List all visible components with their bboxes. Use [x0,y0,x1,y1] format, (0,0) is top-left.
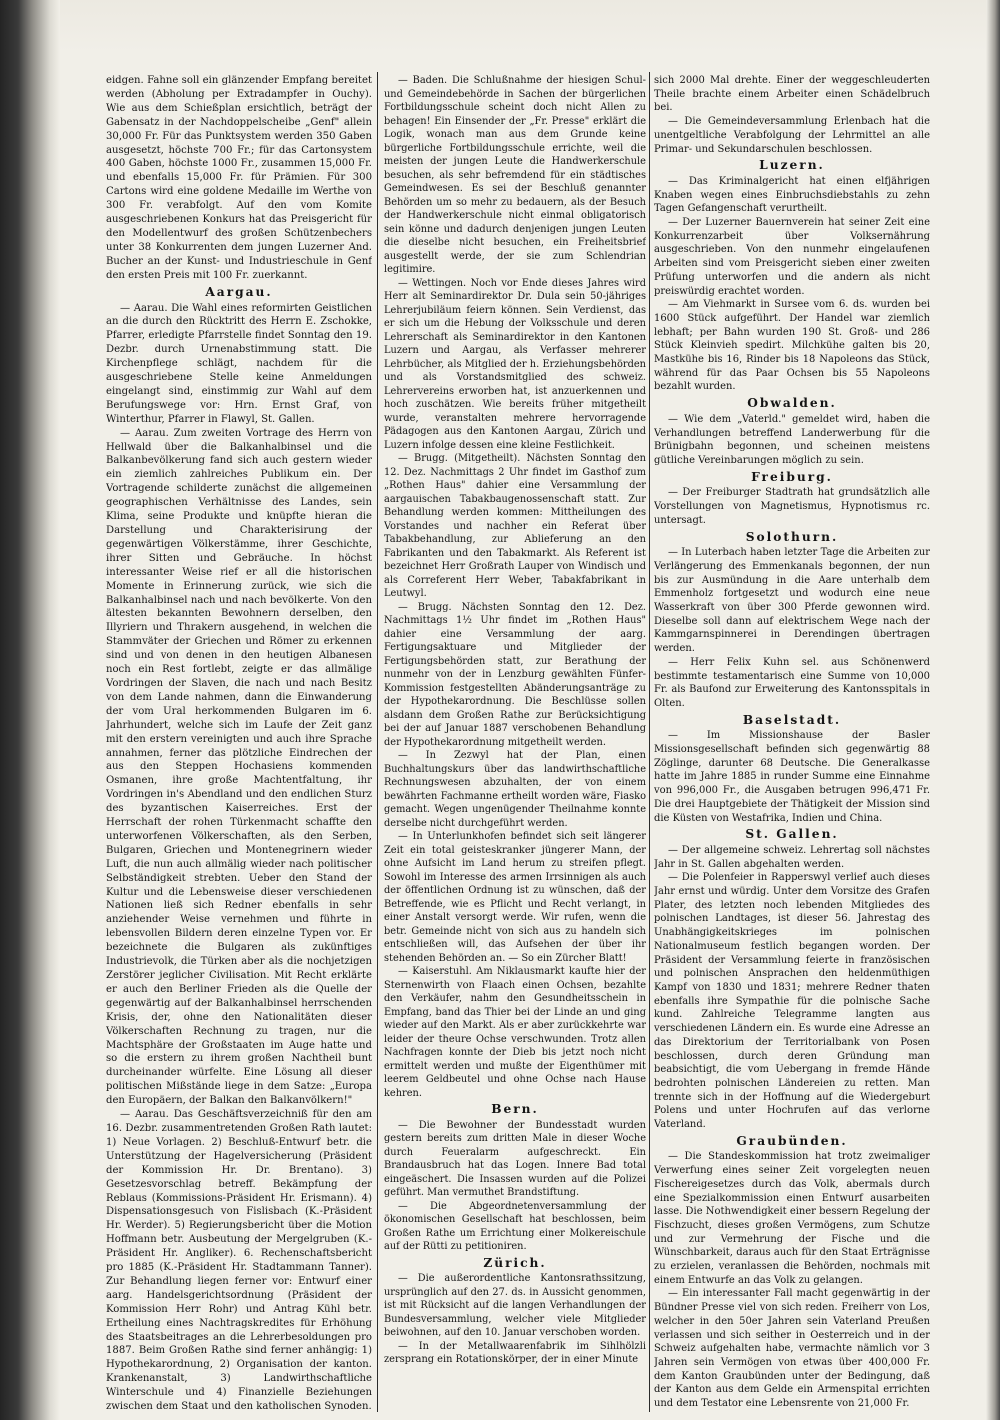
article-paragraph: — Der allgemeine schweiz. Lehrertag soll nächstes Jahr in St. Gallen abgehalten werden. [654,844,930,870]
article-paragraph: — Wettingen. Noch vor Ende dieses Jahres wird Herr alt Seminardirektor Dr. Dula sein 50-jähriges Lehrerjubiläum feiern können. Sein Verdienst, das er sich um die Hebung der Volksschule und deren Lehrerschaft als Seminardirektor in den Kantonen Luzern und Aargau, als Verfasser mehrerer Lehrbücher, als Mitglied der h. Erziehungsbehörden und als Vorstandsmitglied des schweiz. Lehrervereins erworben hat, ist anzuerkennen und hoch zuschätzen. Wie bereits früher mitgetheilt wurde, veranstalten mehrere hervorragende Pädagogen aus den Kantonen Aargau, Zürich und Luzern infolge dessen eine kleine Festlichkeit. [384,277,646,451]
section-heading: St. Gallen. [745,827,839,842]
section-heading: Graubünden. [736,1133,848,1148]
page-right-edge [986,0,1000,1420]
section-heading: Freiburg. [751,469,833,484]
article-paragraph: — In Luterbach haben letzter Tage die Arbeiten zur Verlängerung des Emmenkanals begonnen, der nun bis zur Ausmündung in die Aare unterhalb dem Emmenholz fortgesetzt und wodurch eine neue Wasserkraft von über 300 Pferde gewonnen wird. Dieselbe soll dann auf elektrischem Wege nach der Kammgarnspinnerei in Derendingen übertragen werden. [654,547,930,655]
column-right [654,74,930,1414]
section-heading: Aargau. [205,284,273,299]
article-paragraph: — Ein interessanter Fall macht gegenwärtig in der Bündner Presse viel von sich reden. Freiherr von Los, welcher in den 50er Jahren sein Vaterland Preußen verlassen und sich seither in Oesterreich und in der Schweiz aufgehalten habe, vermachte nämlich vor 3 Jahren sein Vermögen von etwas über 400,000 Fr. dem Kanton Graubünden unter der Bedingung, daß der Kanton aus dem Gelde ein Armenspital errichten und dem Testator eine Lebensrente von 21,000 Fr. [654,1288,930,1410]
article-paragraph: — Der Freiburger Stadtrath hat grundsätzlich alle Vorstellungen von Magnetismus, Hypnotismus rc. untersagt. [654,487,930,526]
section-heading: Bern. [491,1102,539,1116]
section-heading: Obwalden. [747,396,837,411]
article-paragraph: — Im Missionshause der Basler Missionsgesellschaft befinden sich gegenwärtig 88 Zöglinge, darunter 68 Deutsche. Die Generalkasse hatte im Jahre 1885 in runder Summe eine Einnahme von 996,000 Fr., die Ausgaben betrugen 996,471 Fr. Die drei Hauptgebiete der Thätigkeit der Mission sind die Küsten von Westafrika, Indien und China. [654,730,930,824]
article-paragraph: — Die Polenfeier in Rapperswyl verlief auch dieses Jahr ernst und würdig. Unter dem Vorsitze des Grafen Plater, des letzten noch lebenden Mitgliedes des polnischen Landtages, ist dieser 56. Jahrestag des Unabhängigkeitskrieges im polnischen Nationalmuseum festlich begangen worden. Der Präsident der Versammlung feierte in französischen und polnischen Ansprachen den heldenmüthigen Kampf von 1830 und 1831; mehrere Redner thaten ebenfalls ihre Sympathie für die polnische Sache kund. Zahlreiche Telegramme langten aus verschiedenen Ländern ein. Es wurde eine Adresse an das Direktorium der Territorialbank von Posen beschlossen, durch deren Gründung man beabsichtigt, die vom Uebergang in fremde Hände bedrohten polnischen Ländereien zu retten. Man trennte sich in der Hoffnung auf die Wiedergeburt Polens und unter Hochrufen auf das verlorne Vaterland. [654,872,930,1131]
column-rule-right [649,72,650,1412]
article-paragraph: — Brugg. (Mitgetheilt). Nächsten Sonntag den 12. Dez. Nachmittags 2 Uhr findet im Gasthof zum „Rothen Haus" dahier eine Versammlung der aargauischen Tabakbaugenossenschaft statt. Zur Behandlung werden kommen: Mittheilungen des Vorstandes und nachher ein Referat über Tabakbehandlung, zur Ablieferung an den Fabrikanten und den Tabakmarkt. Als Referent ist bezeichnet Herr Großrath Lauper von Windisch und als Correferent Herr Weber, Tabakfabrikant in Leutwyl. [384,453,646,599]
article-paragraph: — Aarau. Die Wahl eines reformirten Geistlichen an die durch den Rücktritt des Herrn E. Zschokke, Pfarrer, erledigte Pfarrstelle findet Sonntag den 19. Dezbr. durch Urnenabstimmung statt. Die Kirchenpflege schlägt, nachdem für die ausgeschriebene Stelle keine Anmeldungen eingelangt sind, einstimmig zur Wahl auf dem Berufungswege vor: Hrn. Ernst Graf, von Winterthur, Pfarrer in Flawyl, St. Gallen. [106,302,372,425]
article-paragraph: — Wie dem „Vaterld." gemeldet wird, haben die Verhandlungen betreffend Landerwerbung für die Brünigbahn begonnen, und scheinen meistens gütliche Vereinbarungen möglich zu sein. [654,413,930,466]
article-paragraph: — Die außerordentliche Kantonsrathssitzung, ursprünglich auf den 27. ds. in Aussicht genommen, ist mit Rücksicht auf die langen Verhandlungen der Bundesversammlung, welcher viele Mitglieder beiwohnen, auf den 10. Januar verschoben worden. [384,1273,646,1338]
article-paragraph: — Kaiserstuhl. Am Niklausmarkt kaufte hier der Sternenwirth von Flaach einen Ochsen, bezahlte den Verkäufer, nahm den Gesundheitsschein in Empfang, band das Thier bei der Linde an und ging wieder auf den Markt. Als er aber zurückkehrte war leider der theure Ochse verschwunden. Trotz allen Nachfragen konnte der Dieb bis jetzt noch nicht ermittelt werden und mußte der Eigenthümer mit leerem Geldbeutel und ohne Ochse nach Hause kehren. [384,966,646,1099]
article-paragraph: — Aarau. Das Geschäftsverzeichniß für den am 16. Dezbr. zusammentretenden Großen Rath lautet: 1) Neue Vorlagen. 2) Beschluß-Entwurf betr. die Unterstützung der Hagelversicherung (Präsident der Kommission Hr. Dr. Brentano). 3) Gesetzesvorschlag betreff. Bekämpfung der Reblaus (Kommissions-Präsident Hr. Erismann). 4) Dispensationsgesuch von Fislisbach (K.-Präsident Hr. Werder). 5) Regierungsbericht über die Motion Hoffmann betr. Ausbeutung der Mergelgruben (K.-Präsident Hr. Angliker). 6. Rechenschaftsbericht pro 1885 (K.-Präsident Hr. Stadtammann Tanner). Zur Behandlung liegen ferner vor: Entwurf einer aarg. Handelsgerichtsordnung (Präsident der Kommission Herr Rohr) und Antrag Kühl betr. Ertheilung eines Nachtragskredites für Erhöhung des Staatsbeitrages an die Lehrerbesoldungen pro 1887. Beim Großen Rathe sind ferner anhängig: 1) Hypothekarordnung, 2) Organisation der kanton. Krankenanstalt, 3) Landwirthschaftliche Winterschule und 4) Finanzielle Beziehungen zwischen dem Staat und den katholischen Synoden. [106,1109,372,1413]
article-paragraph: eidgen. Fahne soll ein glänzender Empfang bereitet werden (Abholung per Extradampfer in Ouchy). Wie aus dem Schießplan ersichtlich, beträgt der Gabensatz in der Nachdoppelscheibe „Genf" allein 30,000 Fr. Für das Punktsystem werden 350 Gaben ausgesetzt, höchste 700 Fr.; für das Cartonsystem 400 Gaben, höchste 1000 Fr., zusammen 15,000 Fr. und ebenfalls 15,000 Fr. für Prämien. Für 300 Cartons wird eine goldene Medaille im Werthe von 300 Fr. verabfolgt. Auf den vom Komite ausgeschriebenen Konkurs hat das Preisgericht für den Modellentwurf des großen Schützenbechers unter 38 Konkurrenten dem jungen Luzerner And. Bucher an der Kunst- und Industrieschule in Genf den ersten Preis mit 100 Fr. zuerkannt. [106,75,372,281]
article-paragraph: — Am Viehmarkt in Sursee vom 6. ds. wurden bei 1600 Stück aufgeführt. Der Handel war ziemlich lebhaft; per Bahn wurden 190 St. Groß- und 286 Stück Kleinvieh spedirt. Milchkühe galten bis 20, Mastkühe bis 16, Rinder bis 18 Napoleons das Stück, während für das Paar Ochsen bis 55 Napoleons bezahlt wurden. [654,299,930,393]
section-heading: Zürich. [483,1255,547,1270]
article-paragraph: — Das Kriminalgericht hat einen elfjährigen Knaben wegen eines Einbruchsdiebstahls zu zehn Tagen Gefangenschaft verurtheilt. [654,175,930,215]
section-heading: Baselstadt. [742,712,842,727]
page-binding-shadow [0,0,60,1420]
column-middle [384,74,646,1414]
article-paragraph: — In Zezwyl hat der Plan, einen Buchhaltungskurs über das landwirthschaftliche Rechnungswesen abzuhalten, der von einem bewährten Fachmanne ertheilt worden wäre, Fiasko gemacht. Wegen ungenügender Theilnahme konnte derselbe nicht durchgeführt werden. [384,750,646,829]
article-paragraph: — Aarau. Zum zweiten Vortrage des Herrn von Hellwald über die Balkanhalbinsel und die Balkanbevölkerung fand sich auch gestern wieder ein ziemlich zahlreiches Publikum ein. Der Vortragende schilderte zunächst die allgemeinen geographischen Verhältnisse des Landes, sein Klima, seine Produkte und knüpfte hieran die Darstellung und Charakterisirung der gegenwärtigen Völkerstämme, ihrer Geschichte, ihrer Sitten und Gebräuche. In höchst interessanter Weise rief er all die historischen Momente in Erinnerung zurück, wie sich die Balkanhalbinsel nach und nach bevölkerte. Von den ältesten bekannten Bewohnern derselben, den Illyriern und Thrakern ausgehend, in welchen die Stammväter der Griechen und Römer zu erkennen sind und von denen in den heutigen Albanesen noch ein Rest fortlebt, zeigte er das allmälige Vordringen der Slaven, die nach und nach Besitz von dem Lande nahmen, dann die Einwanderung der vom Ural herkommenden Bulgaren im 6. Jahrhundert, welche sich im Laufe der Zeit ganz mit den erstern vereinigten und auch ihre Sprache annahmen, ferner das plötzliche Eindrechen der aus den Steppen Hochasiens kommenden Osmanen, ihre große Machtentfaltung, ihr Vordringen in's Abendland und den endlichen Sturz des byzantischen Kaiserreiches. Erst der Herrschaft der rohen Türkenmacht schaffte den unterworfenen Völkerschaften, als den Serben, Bulgaren, Griechen und Montenegrinern wieder Luft, die nun auch allmälig wieder nach politischer Selbständigkeit strebten. Ueber den Stand der Kultur und die Lebensweise dieser verschiedenen Nationen ließ sich Redner ebenfalls in sehr anziehender Weise vernehmen und führte in lebensvollen Bildern deren einzelne Typen vor. Er bezeichnete die Bulgaren als zukünftiges Industrievolk, die Türken aber als die nochjetzigen Zerstörer jeglicher Civilisation. Mit Recht erklärte er auch den Berliner Frieden als die Quelle der gegenwärtig auf der Balkanhalbinsel herrschenden Krisis, der, ohne den Nationalitäten dieser Völkerschaften Rechnung zu tragen, nur die Machtsphäre der Großstaaten im Auge hatte und so die erstern zu ihrem großen Nachtheil bunt durcheinander würfelte. Eine Lösung all dieser politischen Mißstände liege in dem Satze: „Europa den Europäern, der Balkan den Balkanvölkern!" [106,427,372,1107]
article-paragraph: sich 2000 Mal drehte. Einer der weggeschleuderten Theile brachte einem Arbeiter einen Schädelbruch bei. [654,75,930,114]
article-paragraph: — Baden. Die Schlußnahme der hiesigen Schul- und Gemeindebehörde in Sachen der bürgerlichen Fortbildungsschule scheint doch nicht Allen zu behagen! Ein Einsender der „Fr. Presse" erklärt die Logik, wonach man aus dem Grunde keine bürgerliche Fortbildungsschule errichte, weil die meisten der jungen Leute die Handwerkerschule besuchen, als sehr befremdend für ein städtisches Gemeindwesen. Es sei der Beschluß genannter Behörden um so mehr zu bedauern, als der Besuch der Handwerkerschule nicht einmal obligatorisch sein könne und dadurch denjenigen jungen Leuten die dieselbe nicht besuchen, ein Freiheitsbrief ausgestellt werde, der sie zum Schlendrian legitimire. [384,75,646,275]
article-paragraph: — Die Gemeindeversammlung Erlenbach hat die unentgeltliche Verabfolgung der Lehrmittel an alle Primar- und Sekundarschulen beschlossen. [654,116,930,155]
column-left [106,74,372,1414]
article-paragraph: — In Unterlunkhofen befindet sich seit längerer Zeit ein total geisteskranker jüngerer Mann, der ohne Aufsicht im Land herum zu streifen pflegt. Sowohl im Interesse des armen Irrsinnigen als auch der öffentlichen Ordnung ist zu wünschen, daß der Betreffende, wie es Pflicht und Recht verlangt, in einer Anstalt versorgt werde. Wir rufen, wenn die betr. Gemeinde nicht von sich aus zu handeln sich entschließen will, das Aufsehen der über ihr stehenden Behörden an. — So ein Zürcher Blatt! [384,831,646,964]
article-paragraph: — Der Luzerner Bauernverein hat seiner Zeit eine Konkurrenzarbeit über Volksernährung ausgeschrieben. Von den nunmehr eingelaufenen Arbeiten sind vom Preisgericht sieben einer zweiten Prüfung unterworfen und die andern als nicht preiswürdig erachtet worden. [654,217,930,297]
article-paragraph: — In der Metallwaarenfabrik im Sihlhölzli zersprang ein Rotationskörper, der in einer Minute [384,1340,646,1365]
article-paragraph: — Die Abgeordnetenversammlung der ökonomischen Gesellschaft hat beschlossen, beim Großen Rathe um Errichtung einer Molkereischule auf der Rütti zu petitioniren. [384,1200,646,1252]
article-paragraph: — Die Standeskommission hat trotz zweimaliger Verwerfung eines seiner Zeit vorgelegten neuen Fischereigesetzes durch das Volk, abermals durch eine Spezialkommission einen Entwurf ausarbeiten lasse. Die Nothwendigkeit einer bessern Regelung der Fischzucht, dieses großen Vermögens, zum Schutze und zur Vermehrung der Fische und die Wünschbarkeit, daraus auch für den Staat Erträgnisse zu erzielen, veranlassen die Behörden, nochmals mit einem Entwurfe an das Volk zu gelangen. [654,1151,930,1286]
article-paragraph: — Die Bewohner der Bundesstadt wurden gestern bereits zum dritten Male in dieser Woche durch Feueralarm aufgeschreckt. Ein Brandausbruch hat das Logen. Innere Bad total eingeäschert. Die Insassen wurden auf die Polizei geführt. Man vermuthet Brandstiftung. [384,1119,646,1198]
section-heading: Luzern. [759,158,825,173]
section-heading: Solothurn. [745,529,839,544]
column-rule-left [377,72,378,1412]
article-paragraph: — Herr Felix Kuhn sel. aus Schönenwerd bestimmte testamentarisch eine Summe von 10,000 Fr. als Baufond zur Erweiterung des Kantonsspitals in Olten. [654,656,930,709]
page-top-margin [0,0,1000,52]
article-paragraph: — Brugg. Nächsten Sonntag den 12. Dez. Nachmittags 1½ Uhr findet im „Rothen Haus" dahier eine Versammlung der aarg. Fertigungsaktuare und Mitglieder der Fertigungsbehörden statt, zur Berathung der nunmehr von der in Lenzburg gewählten Fünfer-Kommission festgestellten Abänderungsanträge zu der Hypothekarordnung. Die Beschlüsse sollen alsdann dem Großen Rathe zur Berücksichtigung bei der auf Januar 1887 verschobenen Behandlung der Hypothekarordnung mitgetheilt werden. [384,601,646,748]
